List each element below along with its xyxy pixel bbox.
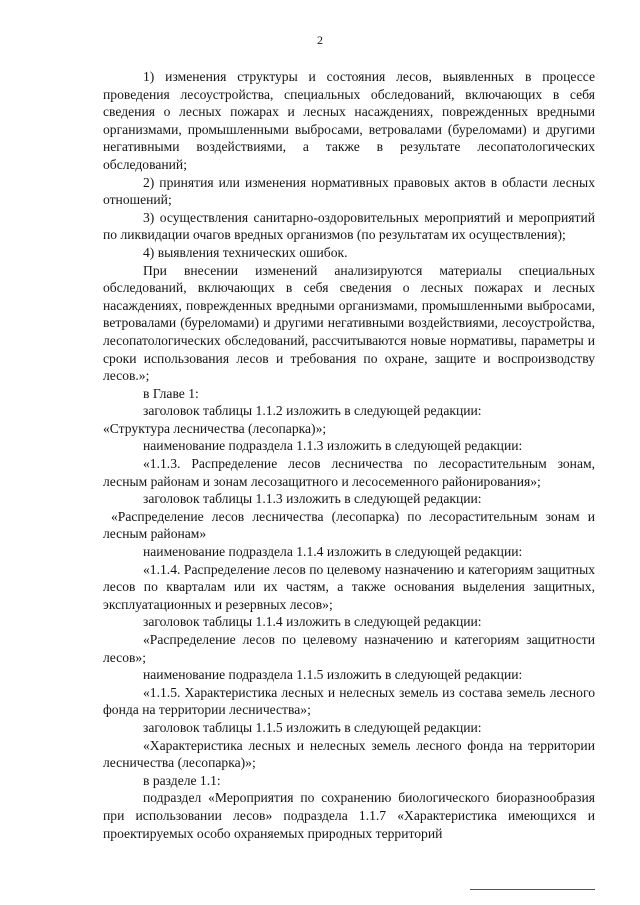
paragraph-table-1-1-3-instruction: заголовок таблицы 1.1.3 изложить в следующей редакции: <box>143 491 482 507</box>
paragraph-table-1-1-2-instruction: заголовок таблицы 1.1.2 изложить в следующей редакции: <box>143 403 482 419</box>
paragraph-subsection-1-1-3-title: «1.1.3. Распределение лесов лесничества по лесорастительным зонам, лесным районам и зонам лесозащитного и лесосеменного районирования»; <box>103 456 595 489</box>
paragraph-subsection-1-1-4-instruction: наименование подраздела 1.1.4 изложить в следующей редакции: <box>143 544 523 560</box>
paragraph-item-3: 3) осуществления санитарно-оздоровительных мероприятий и мероприятий по ликвидации очагов вредных организмов (по результатам их осуществления); <box>103 209 595 243</box>
paragraph-table-1-1-2-title: «Структура лесничества (лесопарка)»; <box>103 420 327 436</box>
scan-line-divider <box>470 889 595 890</box>
paragraph-item-2: 2) принятия или изменения нормативных правовых актов в области лесных отношений; <box>103 174 595 208</box>
paragraph-table-1-1-5-title: «Характеристика лесных и нелесных земель лесного фонда на территории лесничества (лесопарка)»; <box>103 737 595 771</box>
page-number: 2 <box>317 33 323 47</box>
paragraph-subsection-1-1-5-title: «1.1.5. Характеристика лесных и нелесных земель из состава земель лесного фонда на территории лесничества»; <box>103 684 595 718</box>
paragraph-section-1-1: в разделе 1.1: <box>143 772 221 788</box>
paragraph-table-1-1-4-instruction: заголовок таблицы 1.1.4 изложить в следующей редакции: <box>143 614 482 630</box>
paragraph-subsection-1-1-5-instruction: наименование подраздела 1.1.5 изложить в следующей редакции: <box>143 667 523 683</box>
paragraph-table-1-1-4-title: «Распределение лесов по целевому назначению и категориям защитности лесов»; <box>103 632 595 665</box>
paragraph-biodiversity-subsection: подраздел «Мероприятия по сохранению биологического биоразнообразия при использовании лесов» подраздела 1.1.7 «Характеристика имеющихся и проектируемых особо охраняемых природных территорий <box>103 790 595 841</box>
paragraph-chapter-1: в Главе 1: <box>143 385 199 401</box>
paragraph-item-4: 4) выявления технических ошибок. <box>143 244 348 260</box>
paragraph-subsection-1-1-4-title: «1.1.4. Распределение лесов по целевому назначению и категориям защитных лесов по кварталам или их частям, а также основания выделения защитных, эксплуатационных и резервных лесов»; <box>103 561 595 612</box>
paragraph-item-1: 1) изменения структуры и состояния лесов, выявленных в процессе проведения лесоустройства, специальных обследований, включающих в себя сведения о лесных пожарах и лесных насаждениях, поврежденных вредными организмами, промышленными выбросами, ветровалами (буреломами) и другими негативными воздействиями, а также в результате лесопатологических обследований; <box>103 69 595 172</box>
document-body <box>103 68 595 842</box>
paragraph-analysis: При внесении изменений анализируются материалы специальных обследований, включающих в себя сведения о лесных пожарах и лесных насаждениях, поврежденных вредными организмами, промышленными выбросами, ветровалами (буреломами) и другими негативными воздействиями, лесоустройства, лесопатологических обследований, рассчитываются новые нормативы, параметры и сроки использования лесов и требования по охране, защите и воспроизводству лесов.»; <box>103 262 595 384</box>
paragraph-table-1-1-3-title: «Распределение лесов лесничества (лесопарка) по лесорастительным зонам и лесным районам» <box>103 508 595 542</box>
paragraph-subsection-1-1-3-instruction: наименование подраздела 1.1.3 изложить в следующей редакции: <box>143 438 523 454</box>
paragraph-table-1-1-5-instruction: заголовок таблицы 1.1.5 изложить в следующей редакции: <box>143 719 482 735</box>
